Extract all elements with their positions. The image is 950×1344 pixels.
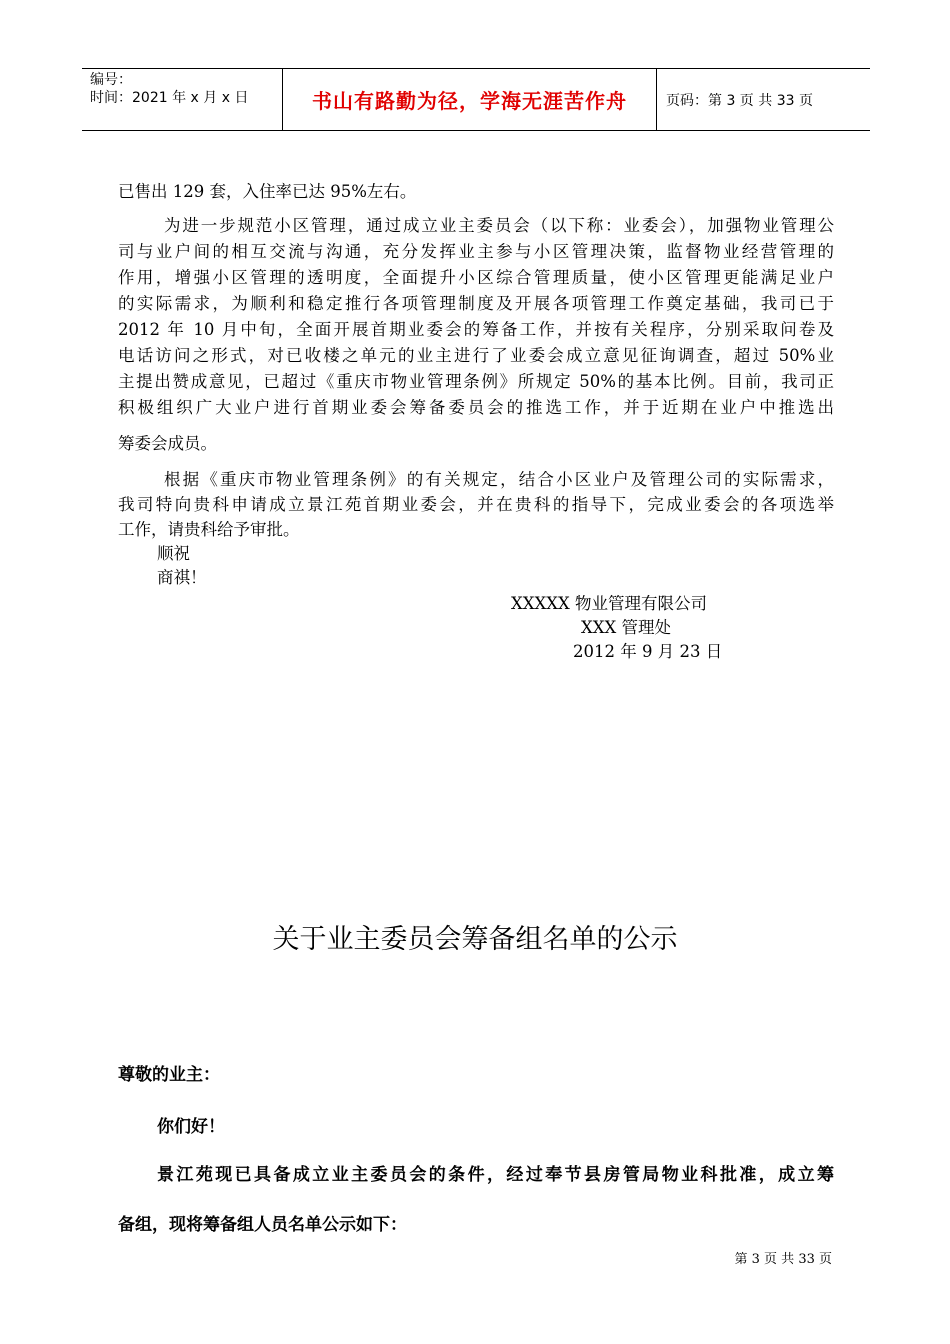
letter-p1-line-8: 积极组织广大业户进行首期业委会筹备委员会的推选工作，并于近期在业户中推选出 bbox=[118, 398, 834, 417]
page-number-label: 页码：第 3 页 共 33 页 bbox=[666, 92, 813, 109]
letter-p1-line-3: 作用，增强小区管理的透明度，全面提升小区综合管理质量，使小区管理更能满足业户 bbox=[118, 268, 834, 287]
motto-text: 书山有路勤为径，学海无涯苦作舟 bbox=[312, 89, 627, 113]
signature-office: XXX 管理处 bbox=[581, 618, 671, 637]
letter-p2-line-3: 工作，请贵科给予审批。 bbox=[118, 520, 300, 539]
letter-p1-line-5: 2012 年 10 月中旬，全面开展首期业委会的筹备工作，并按有关程序，分别采取问卷及 bbox=[118, 320, 834, 339]
letter-line-1: 已售出 129 套，入住率已达 95%左右。 bbox=[118, 182, 417, 201]
page-footer: 第 3 页 共 33 页 bbox=[734, 1252, 832, 1267]
letter-p2-line-2: 我司特向贵科申请成立景江苑首期业委会，并在贵科的指导下，完成业委会的各项选举 bbox=[118, 495, 834, 514]
header-motto-cell bbox=[282, 69, 657, 130]
signature-company: XXXXX 物业管理有限公司 bbox=[511, 594, 707, 613]
notice-body-line-2: 备组，现将筹备组人员名单公示如下： bbox=[118, 1215, 407, 1235]
time-label: 时间：2021 年 x 月 x 日 bbox=[90, 90, 249, 106]
letter-p2-line-1: 根据《重庆市物业管理条例》的有关规定，结合小区业户及管理公司的实际需求， bbox=[164, 470, 834, 489]
notice-salutation: 尊敬的业主： bbox=[118, 1065, 220, 1085]
header-page-cell bbox=[656, 69, 870, 130]
letter-p1-line-2: 司与业户间的相互交流与沟通，充分发挥业主参与小区管理决策，监督物业经营管理的 bbox=[118, 242, 834, 261]
page-header bbox=[82, 68, 870, 131]
letter-p1-line-4: 的实际需求，为顺利和稳定推行各项管理制度及开展各项管理工作奠定基础，我司已于 bbox=[118, 294, 834, 313]
letter-p1-line-7: 主提出赞成意见，已超过《重庆市物业管理条例》所规定 50%的基本比例。目前，我司正 bbox=[118, 372, 834, 391]
letter-p1-line-6: 电话访问之形式，对已收楼之单元的业主进行了业委会成立意见征询调查，超过 50%业 bbox=[118, 346, 834, 365]
letter-p1-line-1: 为进一步规范小区管理，通过成立业主委员会（以下称：业委会），加强物业管理公 bbox=[164, 216, 834, 235]
closing-line-2: 商祺！ bbox=[157, 568, 207, 587]
number-label: 编号： bbox=[90, 72, 132, 88]
notice-greeting: 你们好！ bbox=[157, 1117, 225, 1137]
closing-line-1: 顺祝 bbox=[157, 544, 190, 563]
letter-p1-end: 筹委会成员。 bbox=[118, 434, 217, 453]
notice-body-line-1: 景江苑现已具备成立业主委员会的条件，经过奉节县房管局物业科批准，成立筹 bbox=[157, 1165, 834, 1185]
signature-date: 2012 年 9 月 23 日 bbox=[573, 642, 723, 661]
header-info-cell bbox=[82, 69, 282, 130]
notice-title: 关于业主委员会筹备组名单的公示 bbox=[272, 924, 678, 955]
